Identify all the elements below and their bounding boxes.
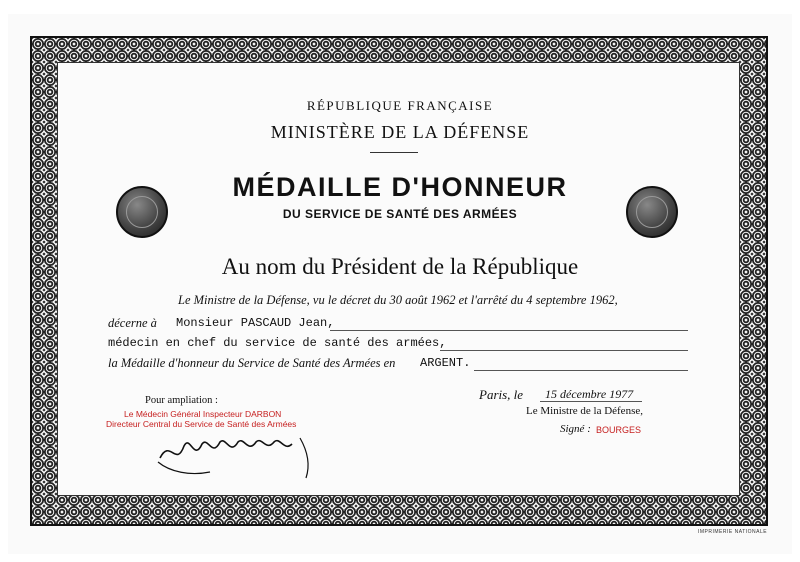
imprint-mark: IMPRIMERIE NATIONALE [698, 529, 768, 535]
officer-line-2: Directeur Central du Service de Santé des Armées [106, 419, 297, 429]
signed-label: Signé : [560, 423, 591, 435]
award-prefix: décerne à [108, 316, 157, 330]
recipient-fill-line [330, 330, 688, 331]
medal-prefix: la Médaille d'honneur du Service de Santé des Armées en [108, 356, 396, 370]
republic-heading: RÉPUBLIQUE FRANÇAISE [306, 98, 494, 113]
recipient-rank: médecin en chef du service de santé des armées, [108, 336, 447, 350]
recipient-name: Monsieur PASCAUD Jean, [176, 316, 335, 330]
invocation-heading: Au nom du Président de la République [221, 254, 579, 279]
officer-line-1: Le Médecin Général Inspecteur DARBON [124, 409, 282, 419]
decree-line: Le Ministre de la Défense, vu le décret du 30 août 1962 et l'arrêté du 4 septembre 1962, [178, 293, 618, 307]
date-fill-line [540, 401, 642, 402]
rank-fill-line [440, 350, 688, 351]
ministry-heading: MINISTÈRE DE LA DÉFENSE [270, 122, 530, 142]
medal-grade: ARGENT. [420, 356, 471, 370]
heading-divider [370, 152, 418, 153]
ampliation-label: Pour ampliation : [145, 395, 218, 406]
medal-subtitle: DU SERVICE DE SANTÉ DES ARMÉES [282, 207, 518, 221]
grade-fill-line [474, 370, 688, 371]
minister-title: Le Ministre de la Défense, [526, 405, 643, 417]
award-date: 15 décembre 1977 [545, 387, 634, 401]
medal-title: MÉDAILLE D'HONNEUR [232, 172, 568, 202]
signed-name: BOURGES [596, 425, 642, 435]
place-label: Paris, le [479, 387, 524, 402]
handwritten-signature [150, 428, 320, 482]
